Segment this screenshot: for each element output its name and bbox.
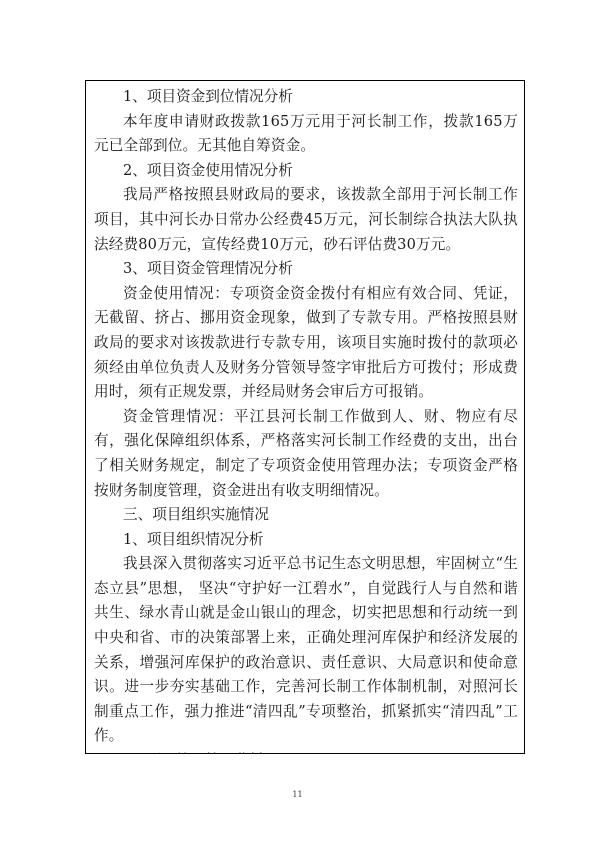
paragraph-funds-arrival: 本年度申请财政拨款165万元用于河长制工作，拨款165万元已全部到位。无其他自筹资金。 [94, 112, 518, 155]
document-frame [85, 80, 525, 754]
paragraph-funds-usage: 我局严格按照县财政局的要求，该拨款全部用于河长制工作项目，其中河长办日常办公经费45万元，河长制综合执法大队执法经费80万元，宣传经费10万元，砂石评估费30万元。 [94, 186, 518, 253]
section-heading-funds-usage: 2、项目资金使用情况分析 [123, 161, 293, 179]
paragraph-funds-usage-status: 资金使用情况：专项资金资金拨付有相应有效合同、凭证，无截留、挤占、挪用资金现象，做到了专款专用。严格按照县财政局的要求对该拨款进行专款专用，该项目实施时拨付的款项必须经由单位负责人及财务分管领导签字审批后方可拨付；形成费用时，须有正规发票，并经局财务会审后方可报销。 [94, 284, 518, 401]
section-heading-funds-arrival: 1、项目资金到位情况分析 [123, 88, 293, 105]
section-heading-organization-implementation: 三、项目组织实施情况 [123, 506, 269, 524]
section-heading-funds-management: 3、项目资金管理情况分析 [123, 260, 293, 278]
section-heading-management-analysis [94, 749, 518, 754]
paragraph-organization-analysis: 我县深入贯彻落实习近平总书记生态文明思想，牢固树立“生态立县”思想， 坚决“守护好一江碧水”，自觉践行人与自然和谐共生、绿水青山就是金山银山的理念，切实把思想和行动统一到中央和省、市的决策部署上来，正确处理河库保护和经济发展的关系，增强河库保护的政治意识、责任意识、大局意识和使命意识。进一步夯实基础工作，完善河长制工作体制机制，对照河长制重点工作，强力推进“清四乱”专项整治，抓紧抓实“清四乱”工作。 [94, 555, 518, 745]
section-heading-organization-analysis: 1、项目组织情况分析 [123, 530, 264, 548]
document-body [94, 85, 518, 754]
paragraph-funds-management-status: 资金管理情况：平江县河长制工作做到人、财、物应有尽有，强化保障组织体系，严格落实河长制工作经费的支出，出台了相关财务规定，制定了专项资金使用管理办法；专项资金严格按财务制度管理，资金进出有收支明细情况。 [94, 407, 518, 499]
page-number: 11 [292, 790, 303, 799]
